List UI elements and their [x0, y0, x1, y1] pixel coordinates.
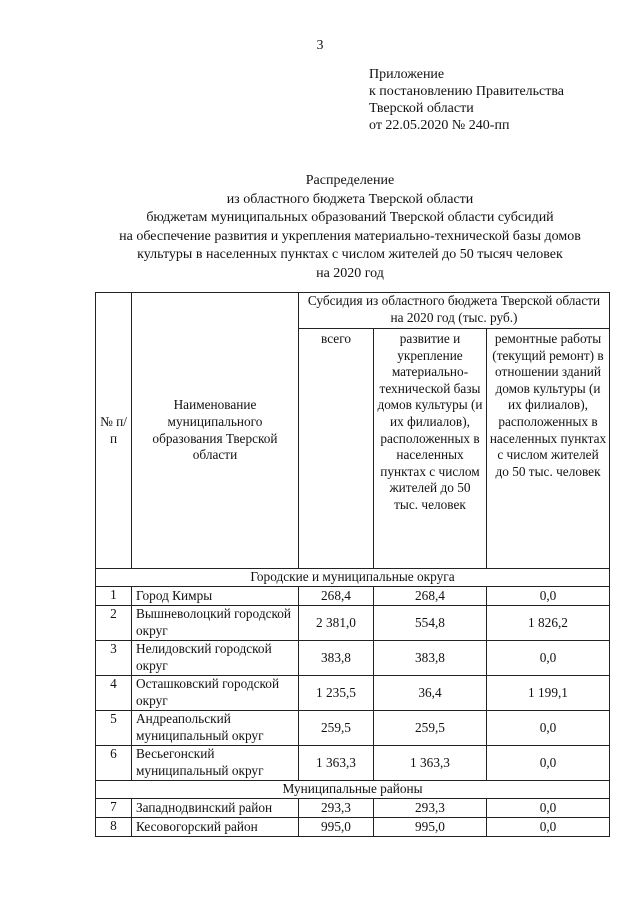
- table-row: [96, 641, 610, 676]
- row-repair: 0,0: [487, 799, 610, 818]
- row-number: 2: [96, 606, 132, 641]
- table-row: [96, 799, 610, 818]
- row-repair: 0,0: [487, 818, 610, 837]
- table-row: [96, 587, 610, 606]
- row-development: 293,3: [374, 799, 487, 818]
- row-number: 6: [96, 746, 132, 781]
- row-number: 1: [96, 587, 132, 606]
- row-total: 2 381,0: [299, 606, 374, 641]
- title-line: на 2020 год: [316, 265, 384, 281]
- header-development: развитие и укрепление материально-технической базы домов культуры (и их филиалов), расположенных в населенных пунктах с числом жителей до 50 тыс. человек: [374, 329, 487, 569]
- section-header: Муниципальные районы: [96, 781, 610, 799]
- title-line: бюджетам муниципальных образований Тверской области субсидий: [146, 210, 554, 226]
- row-development: 995,0: [374, 818, 487, 837]
- title-line: из областного бюджета Тверской области: [226, 191, 474, 207]
- header-subsidy: Субсидия из областного бюджета Тверской области на 2020 год (тыс. руб.): [299, 293, 610, 329]
- table-header: [96, 293, 610, 569]
- appendix-line: Приложение: [369, 67, 445, 82]
- row-name: Вышневолоцкий городской округ: [132, 606, 299, 641]
- table-row: [96, 606, 610, 641]
- row-repair: 0,0: [487, 746, 610, 781]
- row-number: 4: [96, 676, 132, 711]
- row-number: 7: [96, 799, 132, 818]
- header-name: Наименование муниципального образования Тверской области: [132, 293, 299, 569]
- table-row: [96, 711, 610, 746]
- appendix-block: [369, 66, 564, 134]
- row-development: 268,4: [374, 587, 487, 606]
- row-total: 995,0: [299, 818, 374, 837]
- row-number: 5: [96, 711, 132, 746]
- row-total: 1 235,5: [299, 676, 374, 711]
- appendix-line: Тверской области: [369, 101, 474, 116]
- row-total: 1 363,3: [299, 746, 374, 781]
- document-title: [60, 172, 640, 284]
- appendix-line: от 22.05.2020 № 240-пп: [369, 118, 510, 133]
- row-total: 259,5: [299, 711, 374, 746]
- table-row: [96, 746, 610, 781]
- row-development: 36,4: [374, 676, 487, 711]
- subsidy-table: [95, 292, 610, 837]
- row-development: 383,8: [374, 641, 487, 676]
- row-development: 259,5: [374, 711, 487, 746]
- row-name: Западнодвинский район: [132, 799, 299, 818]
- row-development: 1 363,3: [374, 746, 487, 781]
- table-row: [96, 676, 610, 711]
- row-repair: 0,0: [487, 641, 610, 676]
- title-line: культуры в населенных пунктах с числом жителей до 50 тысяч человек: [137, 247, 563, 263]
- row-number: 8: [96, 818, 132, 837]
- row-repair: 1 199,1: [487, 676, 610, 711]
- row-repair: 0,0: [487, 587, 610, 606]
- row-name: Нелидовский городской округ: [132, 641, 299, 676]
- row-name: Осташковский городской округ: [132, 676, 299, 711]
- row-total: 383,8: [299, 641, 374, 676]
- table-body: [96, 569, 610, 837]
- row-repair: 1 826,2: [487, 606, 610, 641]
- row-number: 3: [96, 641, 132, 676]
- title-line: Распределение: [305, 173, 395, 188]
- row-total: 293,3: [299, 799, 374, 818]
- title-line: на обеспечение развития и укрепления материально-технической базы домов: [119, 228, 581, 244]
- appendix-line: к постановлению Правительства: [369, 84, 565, 99]
- header-no: № п/п: [96, 293, 132, 569]
- section-header: Городские и муниципальные округа: [96, 569, 610, 587]
- row-name: Андреапольский муниципальный округ: [132, 711, 299, 746]
- row-total: 268,4: [299, 587, 374, 606]
- row-name: Кесовогорский район: [132, 818, 299, 837]
- header-repair: ремонтные работы (текущий ремонт) в отношении зданий домов культуры (и их филиалов), расположенных в населенных пунктах с числом жителей до 50 тыс. человек: [487, 329, 610, 569]
- page-number: 3: [316, 38, 324, 53]
- header-total: всего: [299, 329, 374, 569]
- row-name: Весьегонский муниципальный округ: [132, 746, 299, 781]
- table-row: [96, 818, 610, 837]
- row-development: 554,8: [374, 606, 487, 641]
- row-name: Город Кимры: [132, 587, 299, 606]
- row-repair: 0,0: [487, 711, 610, 746]
